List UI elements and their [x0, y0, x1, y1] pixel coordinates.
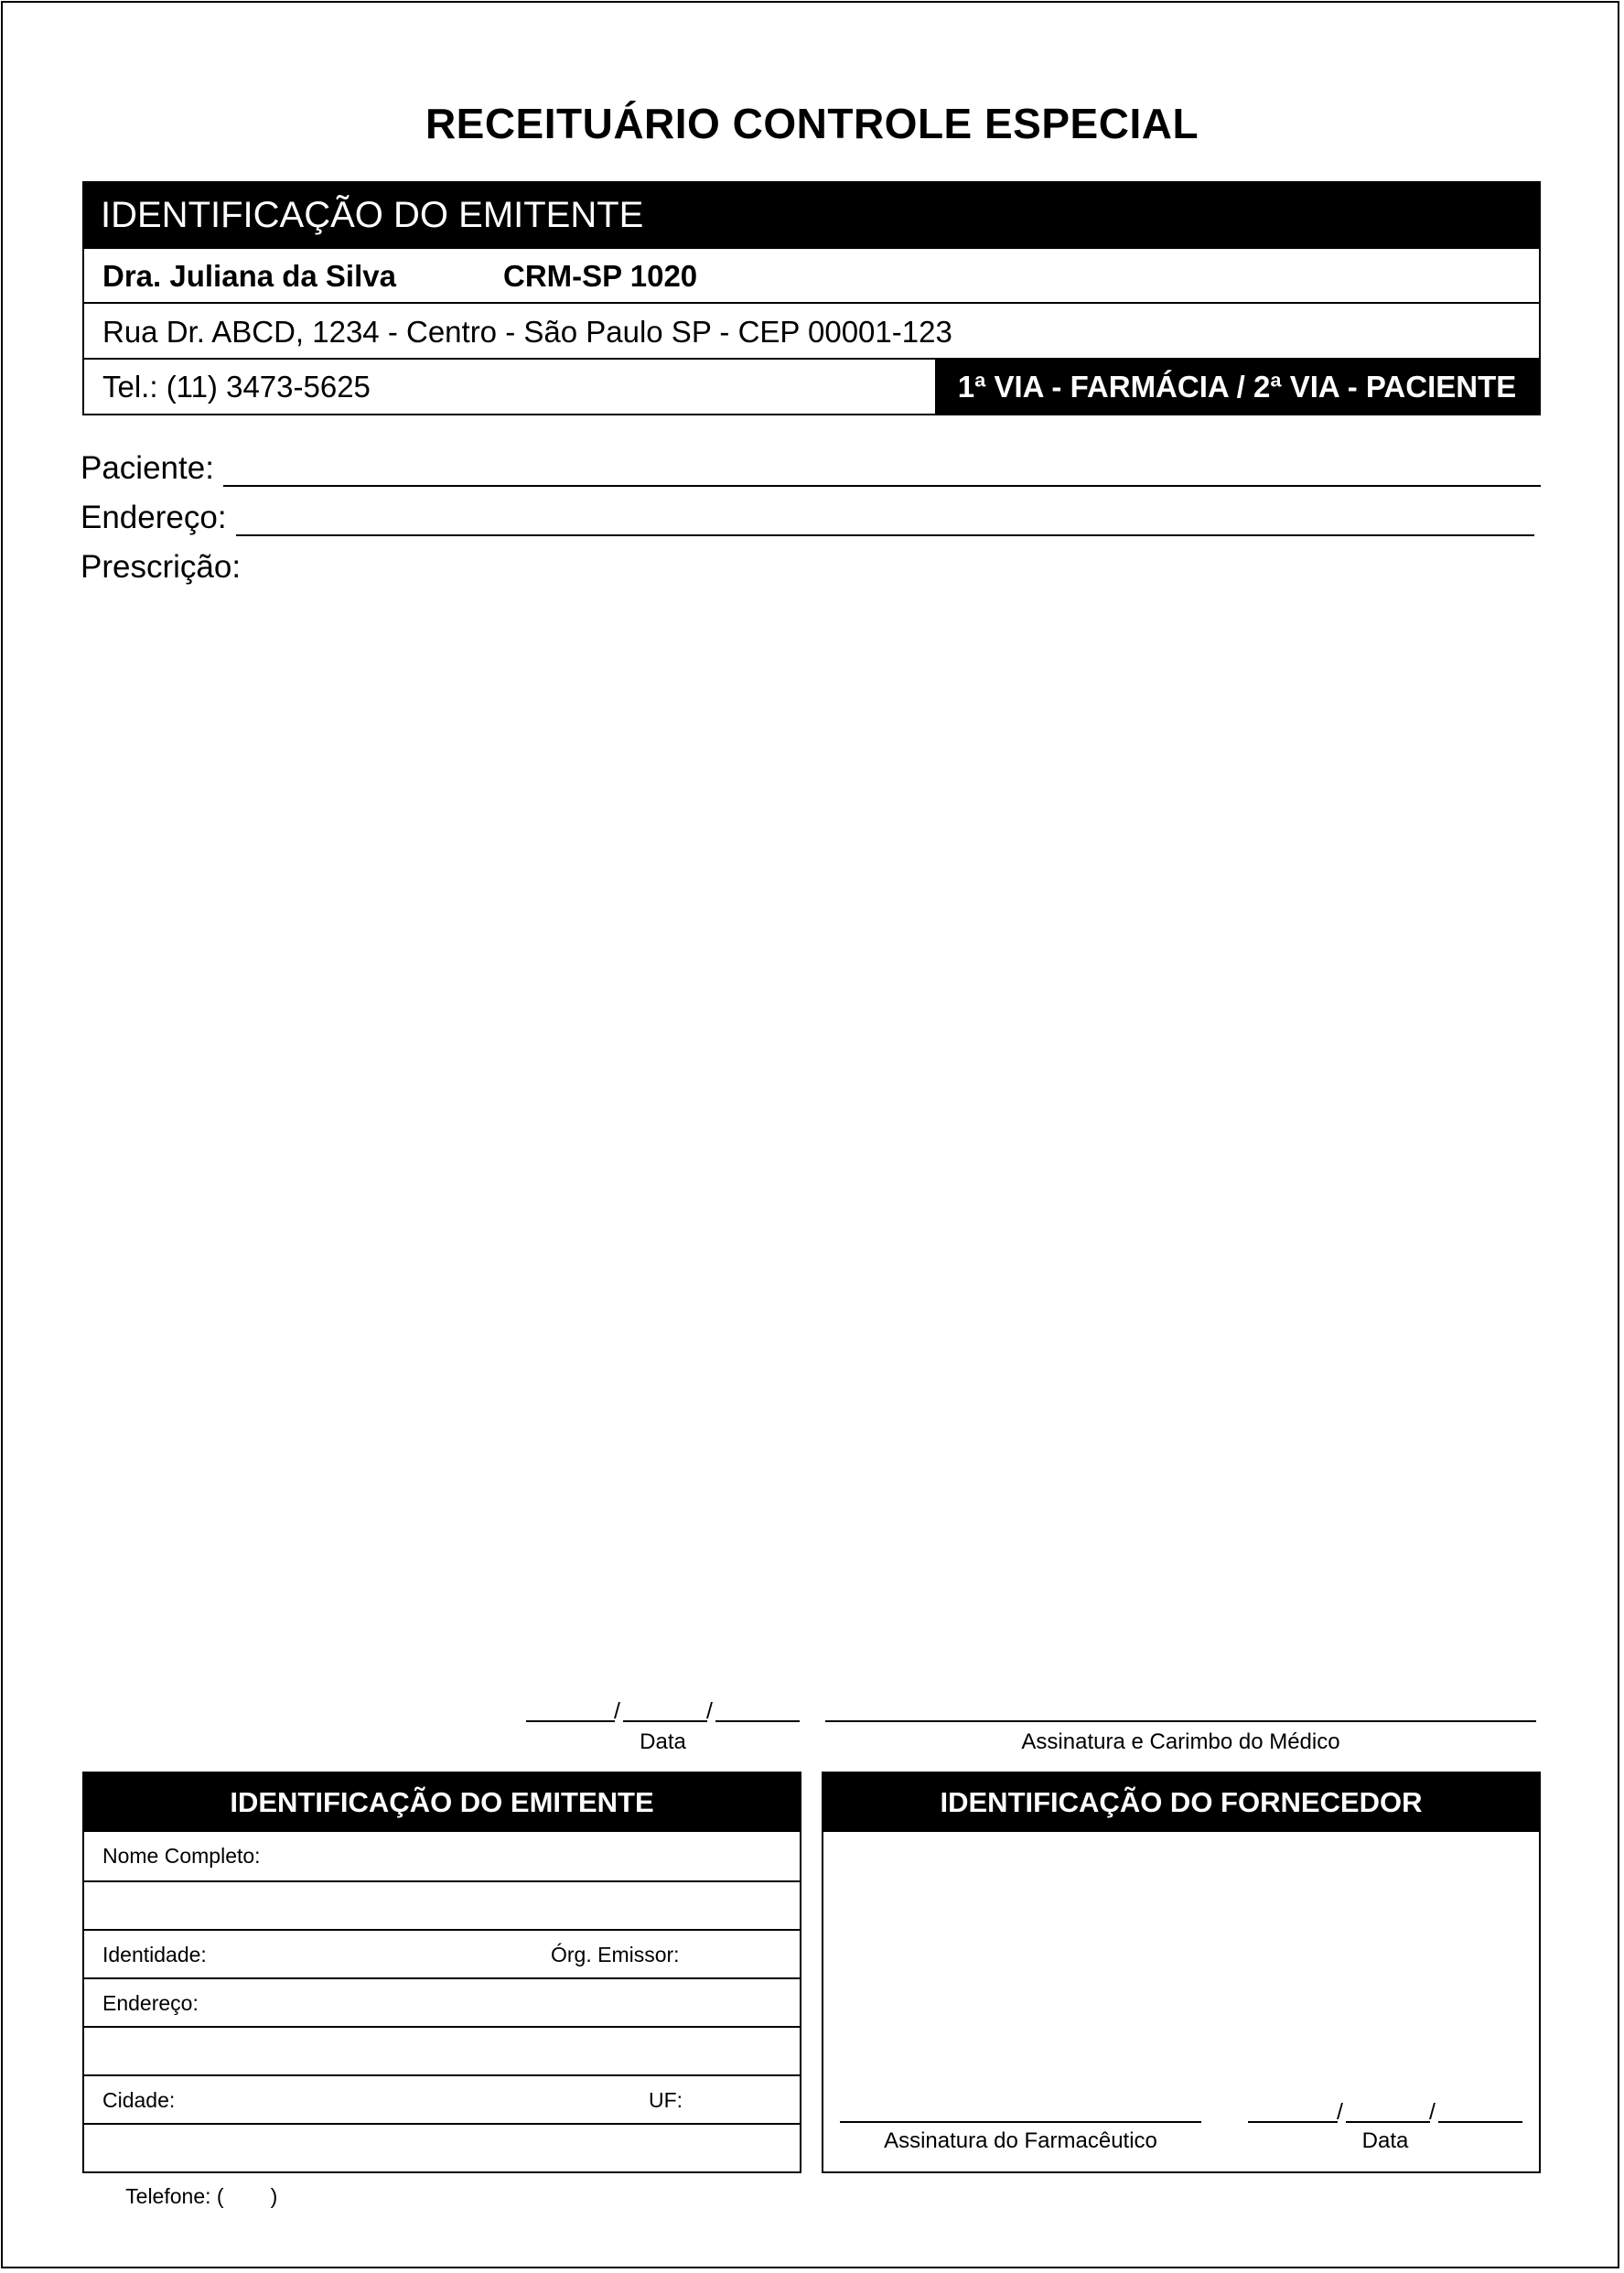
buyer-phone-row[interactable]	[84, 2123, 800, 2208]
address-line[interactable]	[236, 507, 1534, 536]
doctor-row	[84, 247, 1539, 302]
date-slash-2: /	[706, 1698, 713, 1724]
date-day-line[interactable]	[526, 1720, 615, 1722]
buyer-box	[82, 1772, 801, 2208]
buyer-city-row[interactable]	[84, 2074, 800, 2123]
doctor-signature-caption: Assinatura e Carimbo do Médico	[1021, 1729, 1340, 1754]
phone-row	[84, 358, 1539, 414]
doctor-name: Dra. Juliana da Silva	[102, 259, 396, 293]
supplier-date-slash-2: /	[1429, 2099, 1436, 2125]
buyer-heading: IDENTIFICAÇÃO DO EMITENTE	[84, 1773, 800, 1832]
buyer-name-label: Nome Completo:	[102, 1844, 261, 1868]
supplier-date-day-line[interactable]	[1248, 2121, 1338, 2123]
buyer-name-blank-row[interactable]	[84, 1880, 800, 1929]
date-slash-1: /	[614, 1698, 620, 1724]
buyer-city-label: Cidade:	[102, 2088, 176, 2112]
doctor-phone: Tel.: (11) 3473-5625	[102, 370, 371, 404]
prescription-label: Prescrição:	[81, 549, 242, 585]
date-caption: Data	[640, 1729, 686, 1754]
patient-label: Paciente:	[81, 450, 214, 486]
date-month-line[interactable]	[623, 1720, 707, 1722]
emitente-heading: IDENTIFICAÇÃO DO EMITENTE	[84, 183, 1539, 247]
pharmacist-signature-line[interactable]	[840, 2121, 1201, 2123]
address-label: Endereço:	[81, 500, 227, 535]
buyer-phone-label: Telefone: ( )	[125, 2184, 278, 2208]
via-label: 1ª VIA - FARMÁCIA / 2ª VIA - PACIENTE	[935, 360, 1539, 414]
emitente-block	[82, 181, 1541, 415]
date-year-line[interactable]	[715, 1720, 800, 1722]
buyer-id-row[interactable]	[84, 1929, 800, 1977]
doctor-crm: CRM-SP 1020	[503, 259, 698, 293]
document-title: RECEITUÁRIO CONTROLE ESPECIAL	[425, 100, 1199, 147]
buyer-issuer-label: Órg. Emissor:	[551, 1943, 680, 1966]
supplier-heading: IDENTIFICAÇÃO DO FORNECEDOR	[823, 1773, 1539, 1832]
patient-field[interactable]	[81, 450, 1541, 487]
supplier-date-caption: Data	[1361, 2128, 1409, 2153]
prescription-field	[81, 549, 241, 586]
buyer-address-blank-row[interactable]	[84, 2026, 800, 2074]
doctor-address: Rua Dr. ABCD, 1234 - Centro - São Paulo SP - CEP 00001-123	[84, 302, 1539, 358]
buyer-name-row[interactable]	[84, 1832, 800, 1880]
address-field[interactable]	[81, 500, 1534, 536]
supplier-box	[822, 1772, 1541, 2173]
supplier-date-month-line[interactable]	[1346, 2121, 1430, 2123]
buyer-address-row[interactable]	[84, 1977, 800, 2026]
buyer-uf-label: UF:	[649, 2088, 683, 2112]
doctor-signature-line[interactable]	[825, 1720, 1536, 1722]
buyer-id-label: Identidade:	[102, 1943, 207, 1966]
buyer-address-label: Endereço:	[102, 1991, 199, 2015]
pharmacist-signature-caption: Assinatura do Farmacêutico	[884, 2128, 1157, 2153]
patient-line[interactable]	[223, 458, 1541, 487]
supplier-date-slash-1: /	[1337, 2099, 1343, 2125]
supplier-date-year-line[interactable]	[1438, 2121, 1522, 2123]
